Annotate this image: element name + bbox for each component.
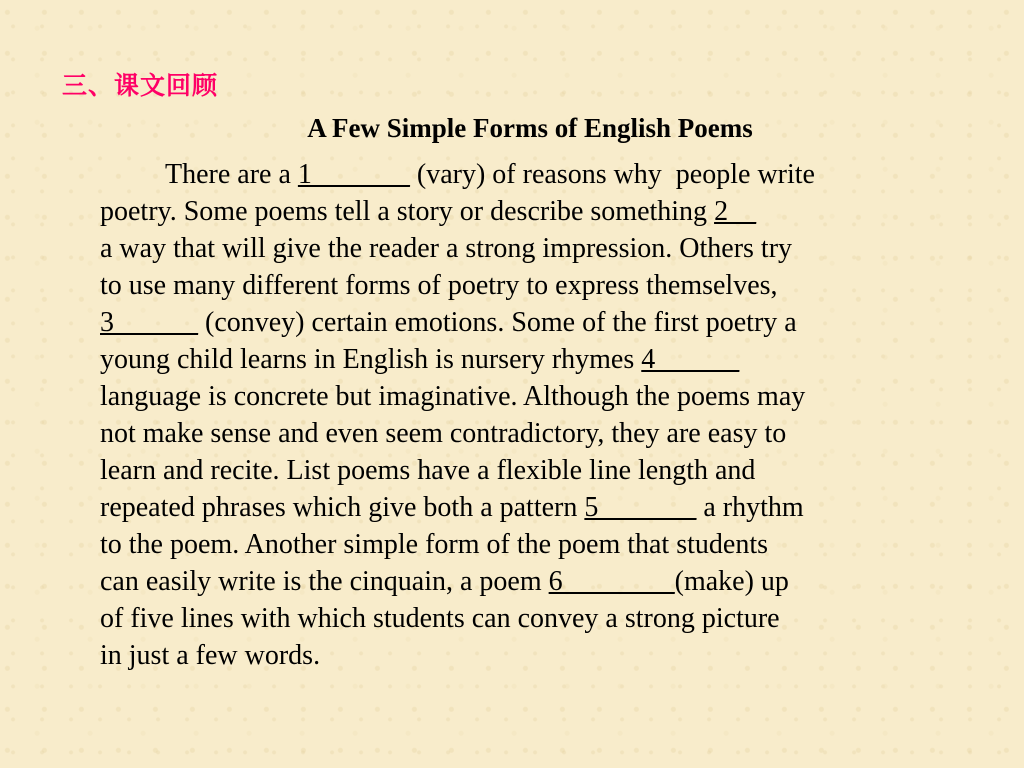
passage-text: of five lines with which students can convey a strong picture: [100, 603, 780, 634]
passage-line: [100, 156, 970, 193]
passage-line: [100, 563, 970, 600]
passage-text: to the poem. Another simple form of the poem that students: [100, 529, 768, 560]
passage-text: (make) up: [674, 566, 789, 597]
passage-text: young child learns in English is nursery rhymes: [100, 344, 642, 375]
passage-line: [100, 526, 970, 563]
passage-text: learn and recite. List poems have a flexible line length and: [100, 455, 756, 486]
answer-blank: 3______: [100, 307, 198, 338]
passage-line: [100, 452, 970, 489]
passage-line: [100, 304, 970, 341]
answer-blank: 6________: [548, 566, 675, 597]
passage-text: poetry. Some poems tell a story or describe something: [100, 196, 715, 227]
passage-text: in just a few words.: [100, 640, 321, 671]
passage-body: [100, 156, 970, 674]
passage-text: (vary) of reasons why people write: [409, 159, 815, 190]
answer-blank: 2__: [714, 196, 757, 227]
passage-line: [100, 341, 970, 378]
passage-text: a way that will give the reader a strong impression. Others try: [100, 233, 793, 264]
passage-text: repeated phrases which give both a pattern: [100, 492, 585, 523]
section-heading: 三、课文回顾: [62, 71, 219, 100]
passage-line: [100, 600, 970, 637]
passage-line: [100, 378, 970, 415]
passage-text: (convey) certain emotions. Some of the first poetry a: [198, 307, 797, 338]
passage-text: There are a: [165, 159, 298, 190]
passage-line: [100, 489, 970, 526]
answer-blank: 4______: [641, 344, 740, 375]
passage-line: [100, 193, 970, 230]
passage-line: [100, 415, 970, 452]
passage-text: can easily write is the cinquain, a poem: [100, 566, 549, 597]
answer-blank: 5_______: [584, 492, 697, 523]
answer-blank: 1_______: [297, 159, 410, 190]
passage-text: not make sense and even seem contradictory, they are easy to: [100, 418, 787, 449]
passage-line: [100, 637, 970, 674]
passage-text: language is concrete but imaginative. Although the poems may: [100, 381, 806, 412]
passage-line: [100, 267, 970, 304]
passage-text: a rhythm: [696, 492, 804, 523]
passage-line: [100, 230, 970, 267]
passage-title: A Few Simple Forms of English Poems: [307, 113, 753, 143]
passage-text: to use many different forms of poetry to express themselves,: [100, 270, 778, 301]
